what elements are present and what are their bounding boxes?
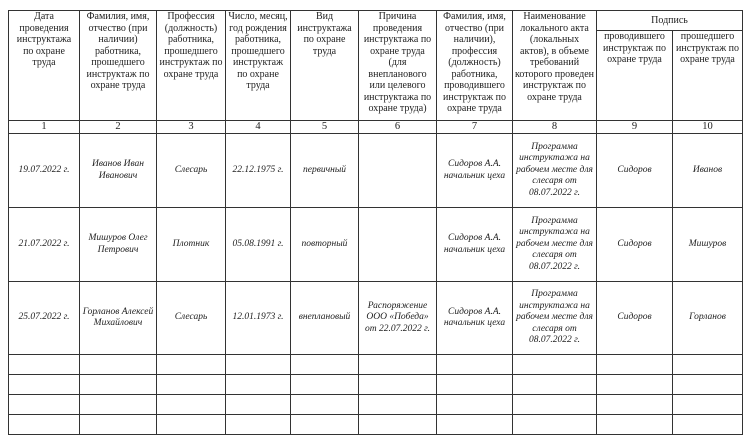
cell-profession: Слесарь <box>157 134 226 208</box>
empty-cell <box>597 375 673 395</box>
cell-date: 19.07.2022 г. <box>9 134 80 208</box>
empty-cell <box>291 415 359 435</box>
cell-reason <box>359 208 437 282</box>
header-reason: Причина проведения инструктажа по охране труда (для внепланового или целевого инструктажа по охране труда) <box>359 11 437 121</box>
empty-cell <box>80 375 157 395</box>
column-number: 5 <box>291 121 359 134</box>
cell-profession: Слесарь <box>157 282 226 355</box>
empty-cell <box>673 395 743 415</box>
column-number: 10 <box>673 121 743 134</box>
header-signature-group: Подпись <box>597 11 743 31</box>
empty-cell <box>157 395 226 415</box>
empty-cell <box>437 355 513 375</box>
column-number: 1 <box>9 121 80 134</box>
table-row <box>9 134 743 208</box>
header-profession: Профессия (должность) работника, прошедшего инструктаж по охране труда <box>157 11 226 121</box>
empty-cell <box>597 355 673 375</box>
cell-local-act: Программа инструктажа на рабочем месте для слесаря от 08.07.2022 г. <box>513 282 597 355</box>
empty-row <box>9 415 743 435</box>
cell-sign-instructor: Сидоров <box>597 134 673 208</box>
cell-reason: Распоряжение ООО «Победа» от 22.07.2022 г. <box>359 282 437 355</box>
empty-cell <box>437 375 513 395</box>
empty-cell <box>291 395 359 415</box>
empty-cell <box>80 415 157 435</box>
header-instruction-type: Вид инструктажа по охране труда <box>291 11 359 121</box>
empty-cell <box>359 355 437 375</box>
column-number: 8 <box>513 121 597 134</box>
empty-cell <box>437 415 513 435</box>
empty-cell <box>226 395 291 415</box>
cell-birth-date: 12.01.1973 г. <box>226 282 291 355</box>
cell-birth-date: 22.12.1975 г. <box>226 134 291 208</box>
cell-instructor: Сидоров А.А. начальник цеха <box>437 208 513 282</box>
empty-cell <box>673 415 743 435</box>
column-number: 3 <box>157 121 226 134</box>
column-numbers-row <box>9 121 743 134</box>
empty-row <box>9 375 743 395</box>
empty-cell <box>359 395 437 415</box>
empty-cell <box>9 375 80 395</box>
header-date: Дата проведения инструктажа по охране труда <box>9 11 80 121</box>
table-row <box>9 208 743 282</box>
header-birth-date: Число, месяц, год рождения работника, прошедшего инструктаж по охране труда <box>226 11 291 121</box>
empty-cell <box>80 395 157 415</box>
empty-cell <box>226 375 291 395</box>
cell-name: Мишуров Олег Петрович <box>80 208 157 282</box>
header-sign-instructor: проводившего инструктаж по охране труда <box>597 31 673 121</box>
cell-sign-employee: Горланов <box>673 282 743 355</box>
column-number: 7 <box>437 121 513 134</box>
cell-birth-date: 05.08.1991 г. <box>226 208 291 282</box>
instruction-journal-table <box>8 10 743 435</box>
cell-sign-instructor: Сидоров <box>597 282 673 355</box>
cell-date: 25.07.2022 г. <box>9 282 80 355</box>
empty-cell <box>513 415 597 435</box>
empty-cell <box>673 355 743 375</box>
empty-cell <box>597 395 673 415</box>
empty-cell <box>513 355 597 375</box>
column-number: 6 <box>359 121 437 134</box>
empty-cell <box>157 355 226 375</box>
cell-name: Иванов Иван Иванович <box>80 134 157 208</box>
empty-cell <box>226 355 291 375</box>
column-number: 4 <box>226 121 291 134</box>
empty-cell <box>9 395 80 415</box>
cell-type: повторный <box>291 208 359 282</box>
empty-cell <box>157 375 226 395</box>
empty-cell <box>226 415 291 435</box>
column-number: 2 <box>80 121 157 134</box>
empty-cell <box>291 355 359 375</box>
empty-cell <box>437 395 513 415</box>
table-row <box>9 282 743 355</box>
cell-instructor: Сидоров А.А. начальник цеха <box>437 134 513 208</box>
cell-profession: Плотник <box>157 208 226 282</box>
empty-cell <box>513 395 597 415</box>
cell-reason <box>359 134 437 208</box>
empty-cell <box>513 375 597 395</box>
empty-cell <box>673 375 743 395</box>
empty-row <box>9 395 743 415</box>
header-local-act: Наименование локального акта (локальных актов), в объеме требований которого проведен инструктаж по охране труда <box>513 11 597 121</box>
cell-sign-employee: Мишуров <box>673 208 743 282</box>
empty-cell <box>291 375 359 395</box>
empty-row <box>9 355 743 375</box>
header-employee-name: Фамилия, имя, отчество (при наличии) работника, прошедшего инструктаж по охране труда <box>80 11 157 121</box>
empty-cell <box>597 415 673 435</box>
cell-name: Горланов Алексей Михайлович <box>80 282 157 355</box>
header-instructor: Фамилия, имя, отчество (при наличии), профессия (должность) работника, проводившего инструктаж по охране труда <box>437 11 513 121</box>
cell-instructor: Сидоров А.А. начальник цеха <box>437 282 513 355</box>
empty-cell <box>157 415 226 435</box>
empty-cell <box>9 355 80 375</box>
cell-date: 21.07.2022 г. <box>9 208 80 282</box>
cell-type: первичный <box>291 134 359 208</box>
cell-local-act: Программа инструктажа на рабочем месте для слесаря от 08.07.2022 г. <box>513 208 597 282</box>
cell-type: внеплановый <box>291 282 359 355</box>
cell-sign-instructor: Сидоров <box>597 208 673 282</box>
header-sign-employee: прошедшего инструктаж по охране труда <box>673 31 743 121</box>
cell-sign-employee: Иванов <box>673 134 743 208</box>
empty-cell <box>9 415 80 435</box>
empty-cell <box>359 415 437 435</box>
empty-cell <box>359 375 437 395</box>
empty-cell <box>80 355 157 375</box>
cell-local-act: Программа инструктажа на рабочем месте для слесаря от 08.07.2022 г. <box>513 134 597 208</box>
column-number: 9 <box>597 121 673 134</box>
